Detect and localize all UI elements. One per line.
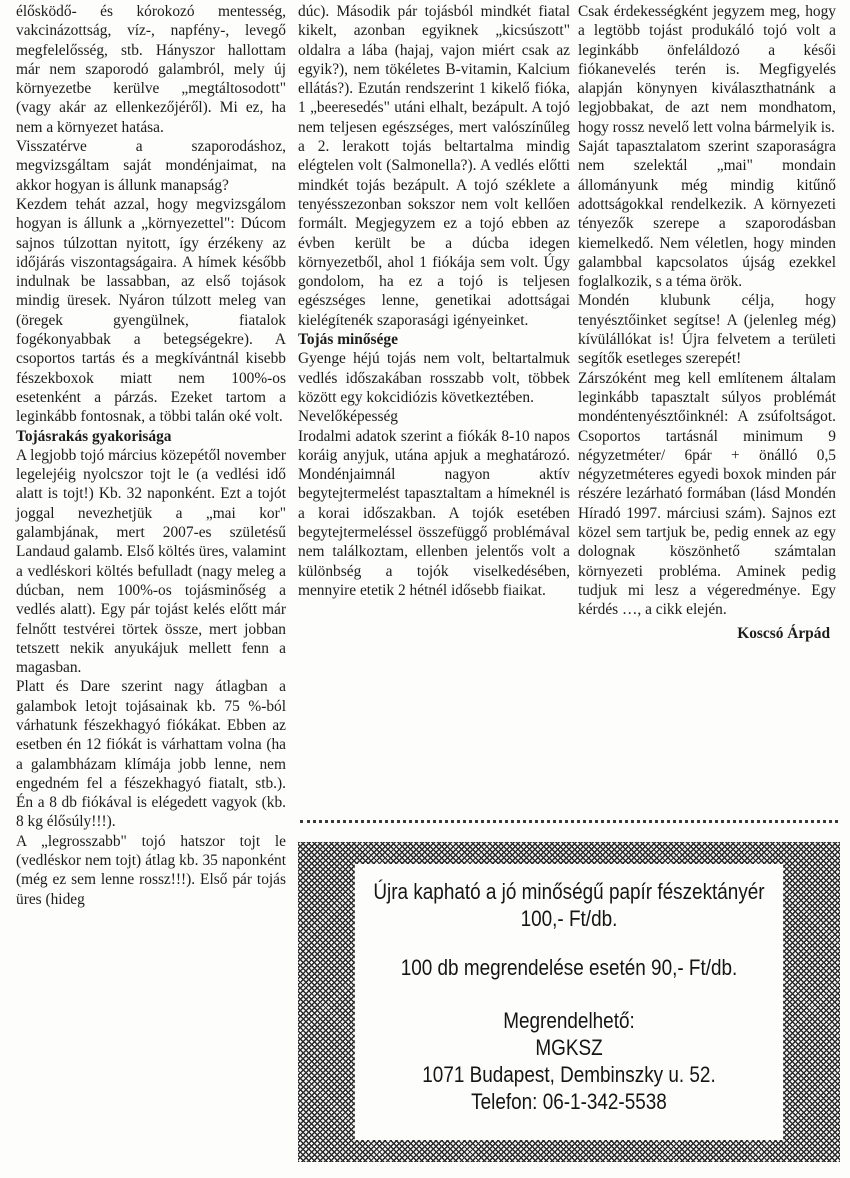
- dotted-divider: [300, 820, 838, 823]
- ad-bulk-price: 100 db megrendelése esetén 90,- Ft/db.: [400, 955, 738, 980]
- article-paragraph: Gyenge héjú tojás nem volt, beltartalmuk vedlés időszakában rosszabb volt, többek között egy kokcidiózis következtében.: [298, 350, 570, 406]
- ad-address: 1071 Budapest, Dembinszky u. 52.: [422, 1062, 716, 1087]
- section-heading: Tojás minősége: [298, 331, 398, 349]
- article-paragraph: Mondén klubunk célja, hogy tenyésztőinket segítse! A (jelenleg még) kívülállókat is! Újra felvetem a területi segítők esetleges szerepét!: [578, 292, 836, 368]
- article-paragraph: Csak érdekességként jegyzem meg, hogy a legtöbb tojást produkáló tojó volt a leginkább önfeláldozó a késői fiókanevelés terén is. Megfigyelés alapján könynyen kiválaszthatnánk a legjobbakat, de azt nem mondhatom, hogy rossz nevelő lett volna bármelyik is.: [578, 3, 836, 136]
- author-signature: Koscsó Árpád: [737, 624, 830, 642]
- article-column-3: [578, 2, 836, 643]
- article-paragraph: dúc). Második pár tojásból mindkét fiatal kikelt, azonban egyiknek „kicsúszott" oldalra a lába (hajaj, vajon miért csak az egyik?), nem tökéletes B-vitamin, Kalcium ellátás?). Ezután rendszerint 1 kikelő fióka, 1 „beeresedés" utáni elhalt, bezápult. A tojó nem teljesen egészséges, mert valószínűleg a 2. lerakott tojás beltartalma mindig elégtelen volt (Salmonella?). A vedlés előtti mindkét tojás bezápult. A tojó széklete a tenyésszezonban sokszor nem volt kellően formált. Megjegyzem ez a tojó ebben az évben került be a dúcba idegen környezetből, ahol 1 fiókája sem volt. Úgy gondolom, ha ez a tojó is teljesen egészséges lenne, genetikai adottságai kielégítenék szaporasági igényeinket.: [298, 3, 570, 329]
- ad-order-label: Megrendelhető:: [503, 1008, 635, 1033]
- section-subheading: Nevelőképesség: [298, 408, 399, 426]
- article-paragraph: Platt és Dare szerint nagy átlagban a galambok letojt tojásainak kb. 75 %-ból várhatunk fészekhagyó fiókákat. Ebben az esetben én 12 fiókát is várhattam volna (ha a galambházam klímája jobb lenne, nem engedném fel a fészekhagyó fiatalt, stb.). Én a 8 db fiókával is elégedett vagyok (kb. 8 kg élősúly!!!).: [16, 678, 286, 831]
- article-paragraph: Visszatérve a szaporodáshoz, megvizsgáltam saját mondénjaimat, na akkor hogyan is állunk manapság?: [16, 138, 286, 194]
- article-paragraph: A legjobb tojó március közepétől november legelejéig nyolcszor tojt le (a vedlési idő alatt is tojt!) Kb. 32 naponként. Ezt a tojót joggal nevezhetjük a „mai kor" galambjának, mert 2007-es születésű Landaud galamb. Első költés üres, valamint a vedléskori költés befulladt (nagy meleg a dúcban, nem 100%-os tojásminőség a vedlés alatt). Egy pár tojást kelés előtt már felnőtt testvérei törtek össze, mert jobban tetszett nekik anyukájuk mellett fenn a magasban.: [16, 446, 286, 677]
- ad-phone: Telefon: 06-1-342-5538: [471, 1089, 667, 1114]
- advertisement-content: [355, 864, 783, 1140]
- ad-organization: MGKSZ: [535, 1035, 603, 1060]
- article-paragraph: élősködő- és kórokozó mentesség, vakcinázottság, víz-, napfény-, levegő megfelelősség, stb. Hányszor hallottam már nem szaporodó galambról, mely új környezetbe kerülve „megtáltosodott" (vagy akár az ellenkezőjéről). Mi ez, ha nem a környezet hatása.: [16, 3, 286, 136]
- article-column-1: [16, 2, 286, 909]
- ad-unit-price: 100,- Ft/db.: [520, 906, 618, 931]
- article-paragraph: Saját tapasztalatom szerint szaporaságra nem szelektál „mai" mondain állományunk még mindig kitűnő adottságokkal rendelkezik. A környezeti tényezők szerepe a szaporodásban kiemelkedő. Nem véletlen, hogy minden galambbal kapcsolatos újság ezekkel foglalkozik, s a téma örök.: [578, 138, 836, 291]
- ad-headline: Újra kapható a jó minőségű papír fészektányér: [373, 879, 765, 904]
- section-heading: Tojásrakás gyakorisága: [16, 427, 172, 445]
- article-paragraph: Zárszóként meg kell említenem általam leginkább tapasztalt súlyos problémát mondéntenyésztőinknél: A zsúfoltságot. Csoportos tartásnál minimum 9 négyzetméter/ 6pár + önálló 0,5 négyzetméteres egyedi boxok minden pár részére lezárható formában (lásd Mondén Híradó 1997. márciusi szám). Sajnos ezt közel sem tartjuk be, pedig ennek az egy dolognak köszönhető számtalan környezeti probléma. Aminek pedig tudjuk mi lesz a végeredménye. Egy kérdés …, a cikk elején.: [578, 369, 836, 619]
- article-paragraph: Irodalmi adatok szerint a fiókák 8-10 napos koráig anyjuk, utána apjuk a meghatározó. Mondénjaimnál nagyon aktív begytejtermelést tapasztaltam a hímeknél is a korai időszakban. A tojók esetében begytejtermeléssel összefüggő problémával nem találkoztam, ellenben jelentős volt a különbség a tojók viselkedésében, mennyire etetik 2 hétnél idősebb fiaikat.: [298, 427, 570, 599]
- advertisement-box: [298, 842, 840, 1162]
- article-paragraph: Kezdem tehát azzal, hogy megvizsgálom hogyan is állunk a „környezettel": Dúcom sajnos túlzottan nyitott, így érzékeny az időjárás viszontagságaira. A hímek később indulnak be lassabban, az első tojások mindig üresek. Nyáron túlzott meleg van (öregek gyengülnek, fiatalok fogékonyabbak a betegségekre). A csoportos tartás és a megkívántnál kisebb fészekboxok miatt nem 100%-os esetenként a párzás. Ezeket tartom a leginkább fontosnak, a többi talán oké volt.: [16, 195, 286, 426]
- article-column-2: [298, 2, 570, 600]
- article-paragraph: A „legrosszabb" tojó hatszor tojt le (vedléskor nem tojt) átlag kb. 35 naponként (még ez sem lenne rossz!!!). Első pár tojás üres (hideg: [16, 832, 286, 908]
